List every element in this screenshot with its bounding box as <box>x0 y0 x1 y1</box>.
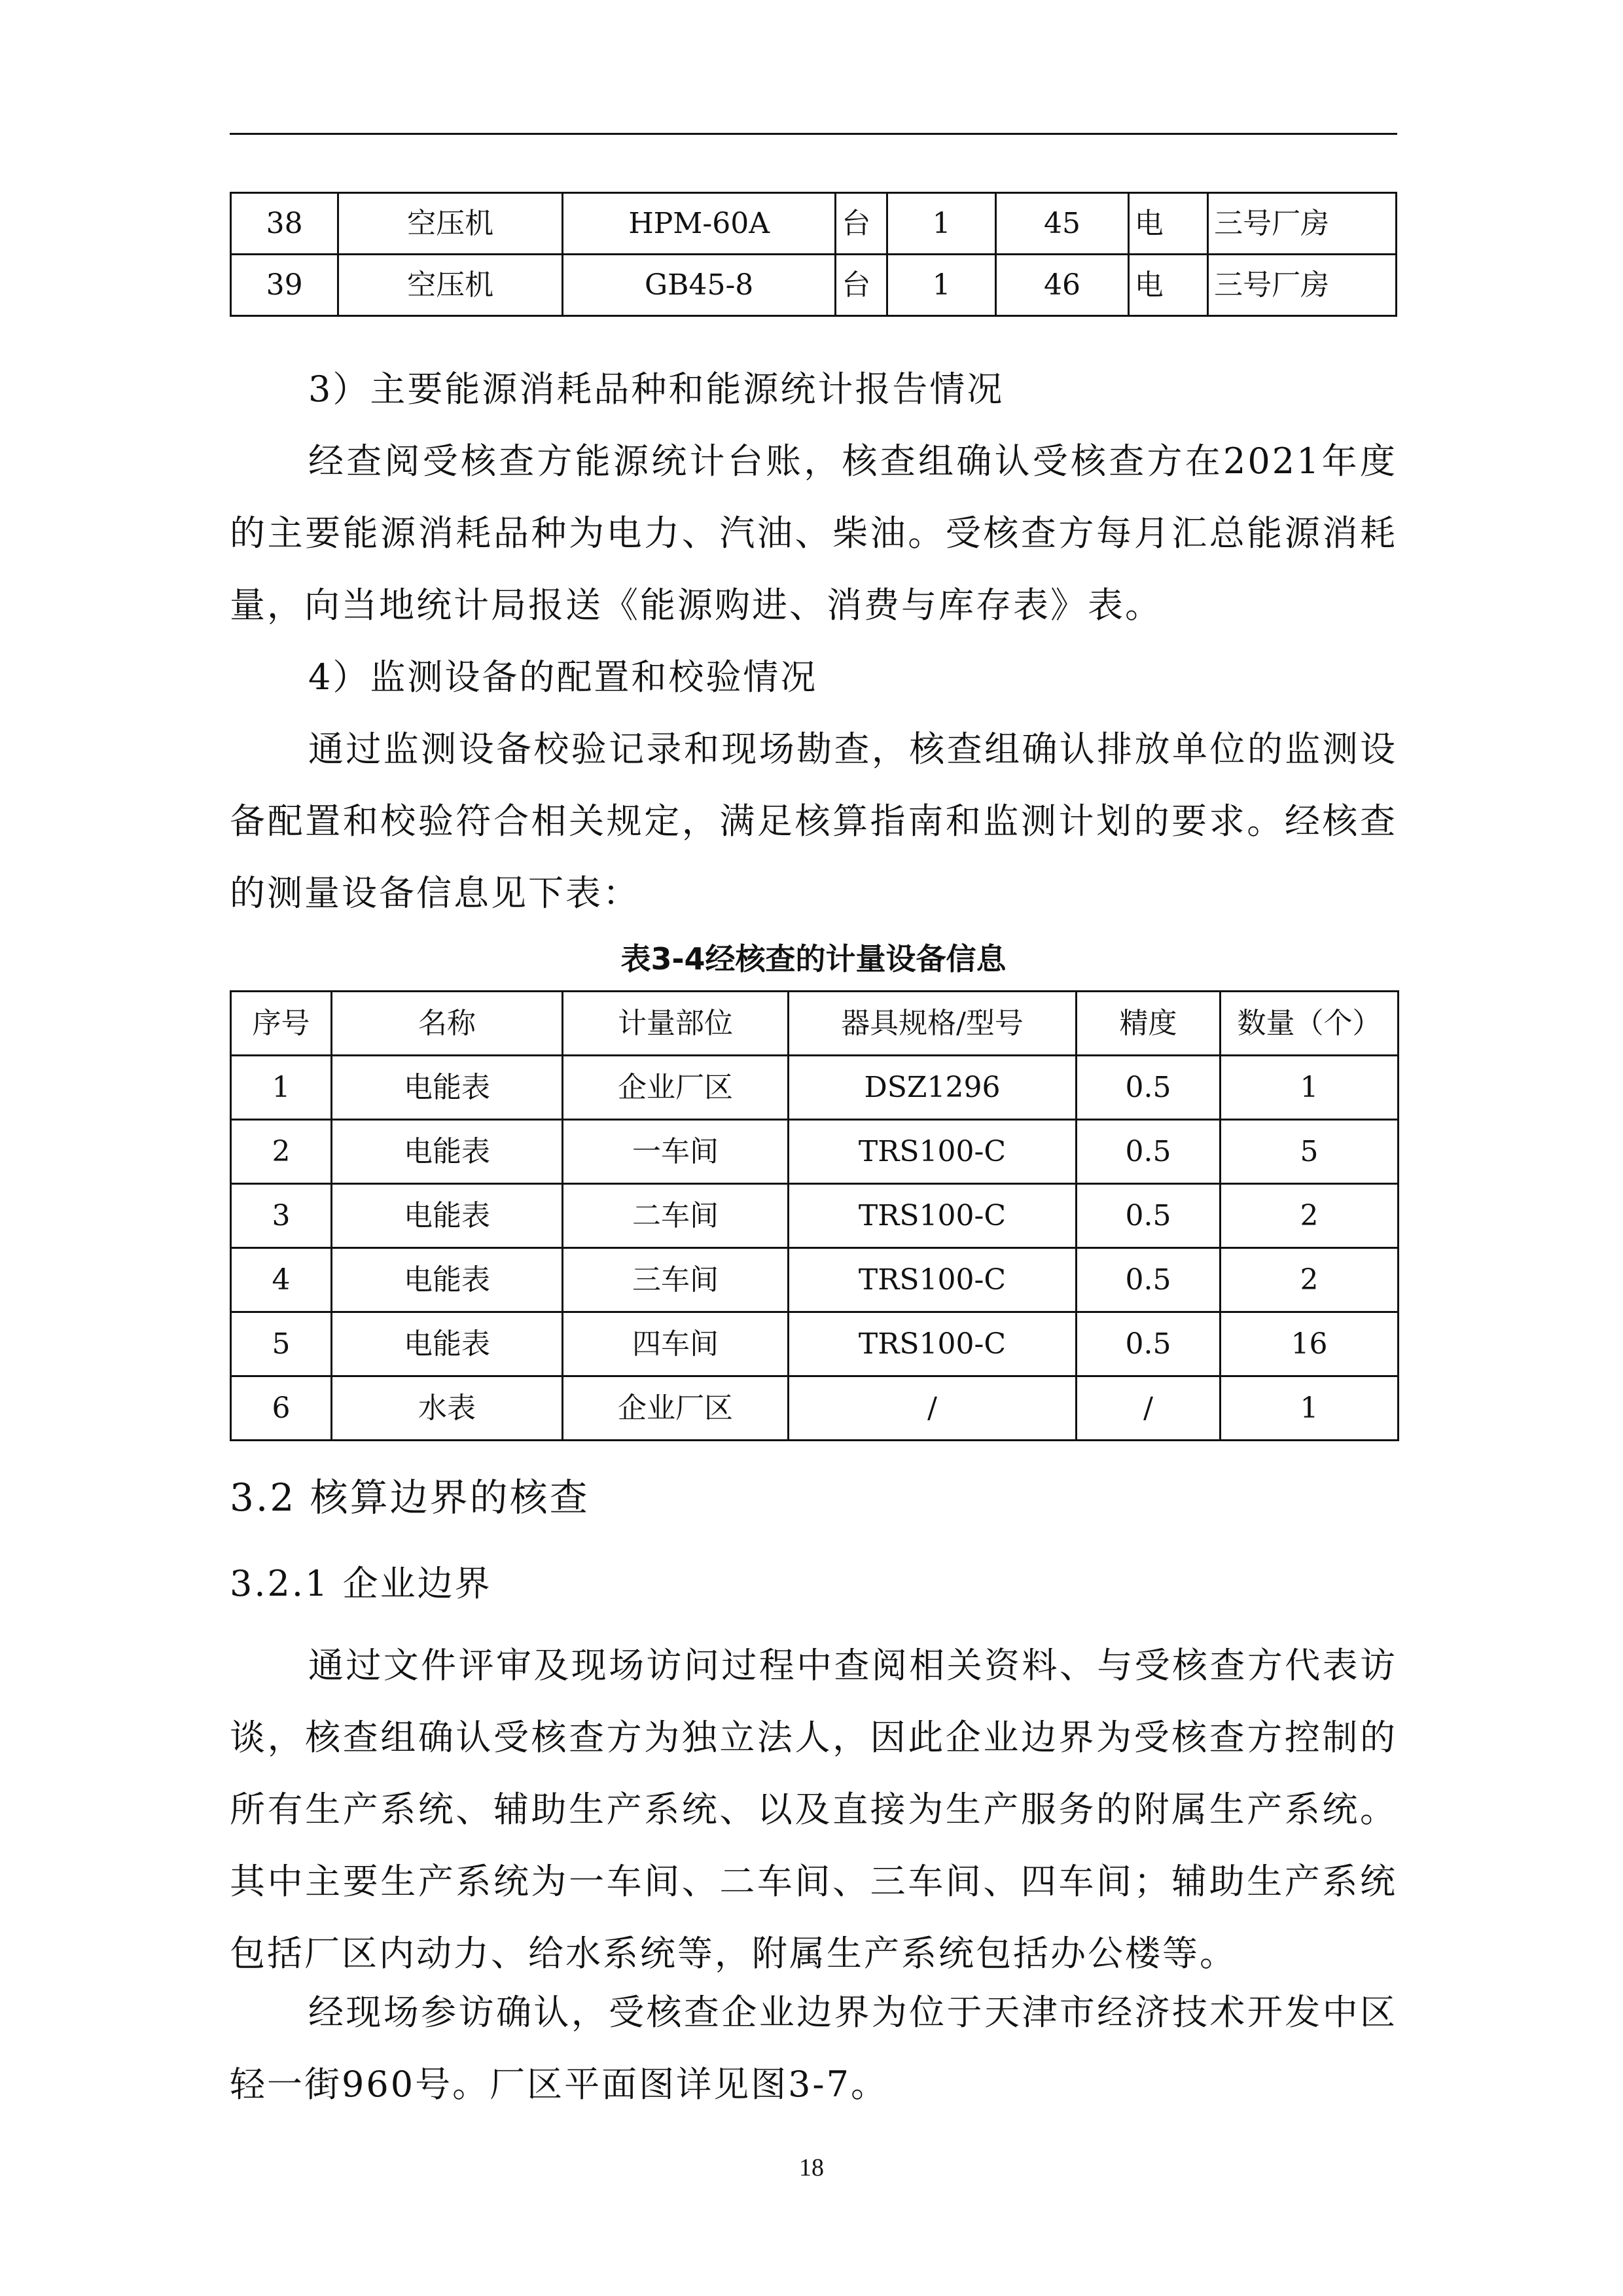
table-cell: 空压机 <box>338 255 563 316</box>
boundary-paragraph-1: 通过文件评审及现场访问过程中查阅相关资料、与受核查方代表访谈，核查组确认受核查方为独立法人，因此企业边界为受核查方控制的所有生产系统、辅助生产系统、以及直接为生产服务的附属生产系统。其中主要生产系统为一车间、二车间、三车间、四车间；辅助生产系统包括厂区内动力、给水系统等，附属生产系统包括办公楼等。 <box>230 1645 1397 1974</box>
table-row <box>231 1376 1399 1441</box>
table-cell: 台 <box>836 193 887 255</box>
table-cell: TRS100-C <box>789 1248 1077 1312</box>
table-cell: 三号厂房 <box>1208 255 1397 316</box>
table-cell: 三号厂房 <box>1208 193 1397 255</box>
table-cell: 1 <box>1221 1056 1399 1120</box>
table-cell: 1 <box>887 255 995 316</box>
table-cell: 0.5 <box>1077 1120 1221 1184</box>
table-cell: 0.5 <box>1077 1184 1221 1248</box>
table-cell: 16 <box>1221 1312 1399 1376</box>
table-cell: 0.5 <box>1077 1056 1221 1120</box>
table-row <box>231 255 1397 316</box>
table-cell: 电 <box>1128 255 1207 316</box>
table-cell: 1 <box>231 1056 332 1120</box>
table-cell: 电能表 <box>332 1120 563 1184</box>
table-cell: 46 <box>996 255 1128 316</box>
section-heading: 3.2 核算边界的核查 <box>230 1475 590 1520</box>
table-cell: 5 <box>231 1312 332 1376</box>
table-cell: 台 <box>836 255 887 316</box>
table-cell: 2 <box>1221 1184 1399 1248</box>
meter-table <box>230 990 1399 1441</box>
table-cell: 4 <box>231 1248 332 1312</box>
table-header-cell: 器具规格/型号 <box>789 992 1077 1056</box>
table-cell: GB45-8 <box>563 255 836 316</box>
table-cell: 6 <box>231 1376 332 1441</box>
monitoring-section-paragraph: 通过监测设备校验记录和现场勘查，核查组确认排放单位的监测设备配置和校验符合相关规定，满足核算指南和监测计划的要求。经核查的测量设备信息见下表： <box>230 728 1397 914</box>
table-cell: TRS100-C <box>789 1184 1077 1248</box>
table-header-cell: 序号 <box>231 992 332 1056</box>
table-cell: 四车间 <box>563 1312 789 1376</box>
table-caption: 表3-4经核查的计量设备信息 <box>620 941 1007 977</box>
table-cell: 1 <box>887 193 995 255</box>
header-rule <box>230 133 1397 135</box>
table-cell: 水表 <box>332 1376 563 1441</box>
page-number: 18 <box>799 2154 824 2181</box>
table-cell: 一车间 <box>563 1120 789 1184</box>
table-cell: 38 <box>231 193 338 255</box>
table-cell: TRS100-C <box>789 1120 1077 1184</box>
energy-section-label: 3）主要能源消耗品种和能源统计报告情况 <box>308 368 1005 410</box>
table-cell: 2 <box>1221 1248 1399 1312</box>
table-cell: 3 <box>231 1184 332 1248</box>
table-cell: 企业厂区 <box>563 1376 789 1441</box>
table-header-cell: 计量部位 <box>563 992 789 1056</box>
table-row <box>231 1312 1399 1376</box>
boundary-paragraph-2: 经现场参访确认，受核查企业边界为位于天津市经济技术开发中区轻一街960号。厂区平面图详见图3-7。 <box>230 1992 1397 2105</box>
table-cell: 电 <box>1128 193 1207 255</box>
table-header-row <box>231 992 1399 1056</box>
table-cell: 空压机 <box>338 193 563 255</box>
table-cell: 电能表 <box>332 1312 563 1376</box>
table-cell: DSZ1296 <box>789 1056 1077 1120</box>
table-cell: / <box>1077 1376 1221 1441</box>
table-cell: 0.5 <box>1077 1312 1221 1376</box>
monitoring-section-label: 4）监测设备的配置和校验情况 <box>308 656 818 698</box>
table-header-cell: 名称 <box>332 992 563 1056</box>
table-row <box>231 1184 1399 1248</box>
table-cell: / <box>789 1376 1077 1441</box>
table-row <box>231 1120 1399 1184</box>
table-cell: TRS100-C <box>789 1312 1077 1376</box>
table-cell: 5 <box>1221 1120 1399 1184</box>
table-header-cell: 精度 <box>1077 992 1221 1056</box>
table-cell: 二车间 <box>563 1184 789 1248</box>
equipment-table <box>230 192 1397 317</box>
table-cell: 1 <box>1221 1376 1399 1441</box>
table-cell: 企业厂区 <box>563 1056 789 1120</box>
table-row <box>231 1248 1399 1312</box>
table-cell: 2 <box>231 1120 332 1184</box>
table-cell: 电能表 <box>332 1248 563 1312</box>
energy-section-paragraph: 经查阅受核查方能源统计台账，核查组确认受核查方在2021年度的主要能源消耗品种为电力、汽油、柴油。受核查方每月汇总能源消耗量，向当地统计局报送《能源购进、消费与库存表》表。 <box>230 440 1397 626</box>
table-header-cell: 数量（个） <box>1221 992 1399 1056</box>
table-row <box>231 1056 1399 1120</box>
subsection-heading: 3.2.1 企业边界 <box>230 1563 492 1604</box>
table-cell: 45 <box>996 193 1128 255</box>
table-cell: 电能表 <box>332 1184 563 1248</box>
table-cell: 电能表 <box>332 1056 563 1120</box>
table-cell: HPM-60A <box>563 193 836 255</box>
table-cell: 0.5 <box>1077 1248 1221 1312</box>
table-row <box>231 193 1397 255</box>
table-cell: 39 <box>231 255 338 316</box>
table-cell: 三车间 <box>563 1248 789 1312</box>
